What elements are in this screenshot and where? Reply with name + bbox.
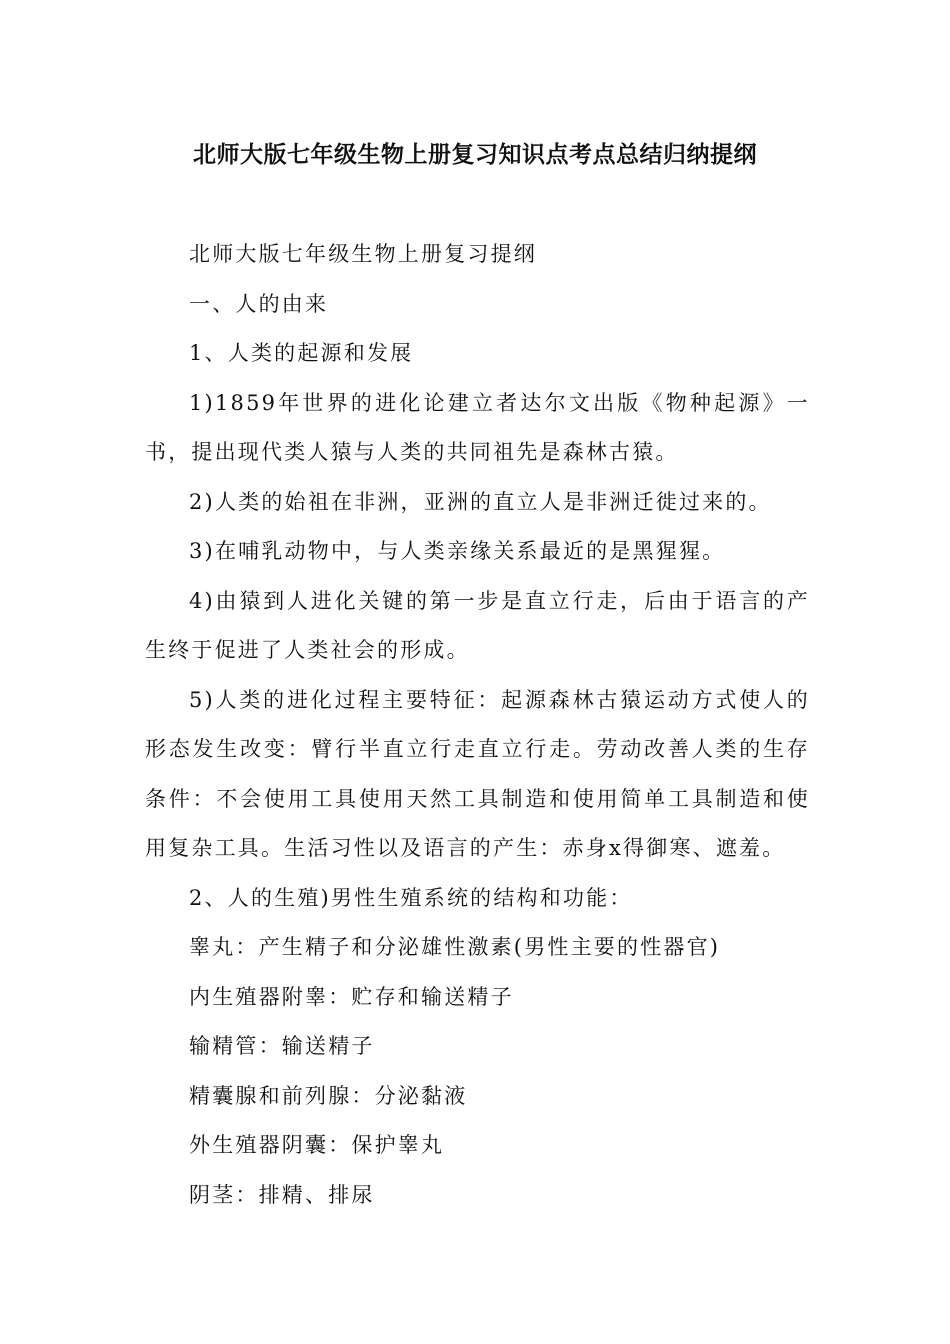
- paragraph-penis: 阴茎：排精、排尿: [189, 1182, 375, 1207]
- paragraph-section-heading: 一、人的由来: [189, 291, 329, 316]
- document-body: [145, 230, 810, 1220]
- paragraph-item-5: 5)人类的进化过程主要特征：起源森林古猿运动方式使人的形态发生改变：臂行半直立行走直立行走。劳动改善人类的生存条件：不会使用工具使用天然工具制造和使用简单工具制造和使用复杂工具。生活习性以及语言的产生：赤身x得御寒、遮羞。: [145, 687, 810, 860]
- paragraph-vas-deferens: 输精管：输送精子: [189, 1034, 375, 1058]
- paragraph-testis: 睾丸：产生精子和分泌雄性激素(男性主要的性器官): [189, 935, 721, 959]
- paragraph-item-1: 1)1859年世界的进化论建立者达尔文出版《物种起源》一书，提出现代类人猿与人类的共同祖先是森林古猿。: [145, 390, 810, 464]
- document-title: 北师大版七年级生物上册复习知识点考点总结归纳提纲: [193, 142, 757, 168]
- paragraph-glands: 精囊腺和前列腺：分泌黏液: [189, 1083, 468, 1108]
- paragraph-subsection-heading-2: 2、人的生殖)男性生殖系统的结构和功能：: [189, 885, 633, 910]
- paragraph-item-2: 2)人类的始祖在非洲，亚洲的直立人是非洲迁徙过来的。: [189, 489, 772, 514]
- paragraph-subsection-heading: 1、人类的起源和发展: [189, 341, 414, 365]
- paragraph-item-4: 4)由猿到人进化关键的第一步是直立行走，后由于语言的产生终于促进了人类社会的形成。: [145, 588, 810, 662]
- paragraph-scrotum: 外生殖器阴囊：保护睾丸: [189, 1133, 445, 1157]
- paragraph-epididymis: 内生殖器附睾：贮存和输送精子: [189, 984, 514, 1009]
- paragraph-subtitle: 北师大版七年级生物上册复习提纲: [189, 242, 537, 266]
- paragraph-item-3: 3)在哺乳动物中，与人类亲缘关系最近的是黑猩猩。: [189, 539, 726, 563]
